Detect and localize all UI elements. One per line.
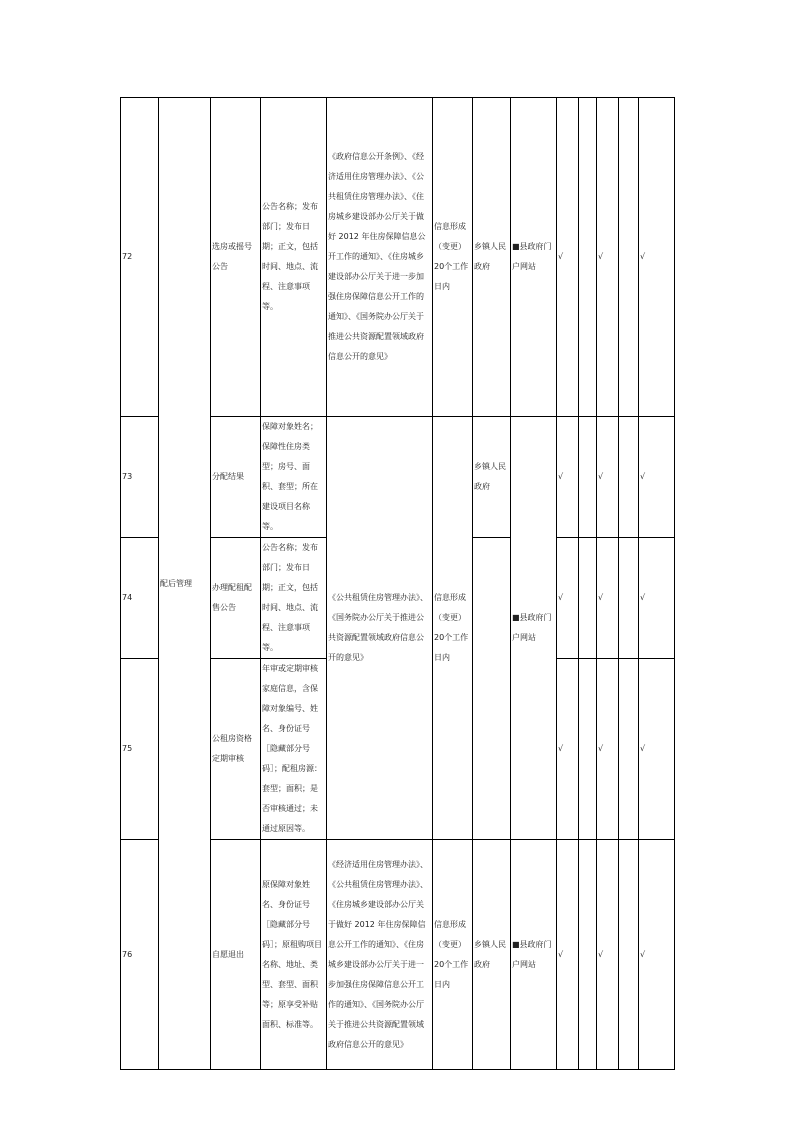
basis-cell: 《经济适用住房管理办法》、《公共租赁住房管理办法》、《住房城乡建设部办公厅关于做好 2012 年住房保障信息公开工作的通知》、《住房城乡建设部办公厅关于进一步加强住房保障信息公开工作的通知》、《国务院办公厅关于推进公共资源配置领域政府信息公开的意见》 [327,840,433,1070]
row-number: 72 [121,98,159,417]
check-mark [619,659,639,840]
item-cell: 自愿退出 [211,840,261,1070]
channel-cell: ■县政府门户网站 [511,98,557,417]
check-mark: √ [639,840,675,1070]
row-number: 76 [121,840,159,1070]
basis-cell: 《政府信息公开条例》、《经济适用住房管理办法》、《公共租赁住房管理办法》、《住房城乡建设部办公厅关于做好 2012 年住房保障信息公开工作的通知》、《住房城乡建设部办公厅关于进一步加强住房保障信息公开工作的通知》、《国务院办公厅关于推进公共资源配置领域政府信息公开的意见》 [327,98,433,417]
check-mark: √ [557,538,579,659]
check-mark: √ [639,538,675,659]
check-mark: √ [639,98,675,417]
check-mark: √ [639,417,675,538]
check-mark: √ [597,659,619,840]
check-mark: √ [557,840,579,1070]
item-cell: 办理配租配售公告 [211,538,261,659]
content-cell: 公告名称；发布部门；发布日期；正文，包括时间、地点、流程、注意事项等。 [261,538,327,659]
check-mark: √ [557,659,579,840]
item-cell: 公租房资格定期审核 [211,659,261,840]
check-mark [579,98,597,417]
check-mark: √ [557,98,579,417]
check-mark [579,538,597,659]
subject-cell-empty [473,538,511,840]
check-mark: √ [597,98,619,417]
time-cell: 信息形成（变更）20个工作日内 [433,840,473,1070]
subject-cell: 乡镇人民政府 [473,840,511,1070]
content-cell: 保障对象姓名；保障性住房类型；房号、面积、套型；所在建设项目名称等。 [261,417,327,538]
content-cell: 公告名称；发布部门；发布日期；正文，包括时间、地点、流程、注意事项等。 [261,98,327,417]
subject-cell: 乡镇人民政府 [473,98,511,417]
check-mark [579,659,597,840]
item-cell: 分配结果 [211,417,261,538]
check-mark: √ [639,659,675,840]
channel-cell: ■县政府门户网站 [511,417,557,840]
row-number: 73 [121,417,159,538]
check-mark [619,840,639,1070]
check-mark: √ [597,840,619,1070]
check-mark: √ [597,538,619,659]
check-mark [619,98,639,417]
row-number: 75 [121,659,159,840]
basis-cell: 《公共租赁住房管理办法》、《国务院办公厅关于推进公共资源配置领域政府信息公开的意见》 [327,417,433,840]
check-mark [579,840,597,1070]
check-mark [619,538,639,659]
time-cell: 信息形成（变更）20个工作日内 [433,98,473,417]
channel-cell: ■县政府门户网站 [511,840,557,1070]
row-number: 74 [121,538,159,659]
disclosure-table [120,97,675,1070]
content-cell: 年审或定期审核家庭信息，含保障对象编号、姓名、身份证号［隐藏部分号码］；配租房源：套型；面积；是否审核通过；未通过原因等。 [261,659,327,840]
check-mark: √ [597,417,619,538]
content-cell: 原保障对象姓名、身份证号［隐藏部分号码］；原租购项目名称、地址、类型、套型、面积等；原享受补贴面积、标准等。 [261,840,327,1070]
check-mark [619,417,639,538]
item-cell: 选房或摇号公告 [211,98,261,417]
subject-cell: 乡镇人民政府 [473,417,511,538]
table-row [121,98,675,417]
time-cell: 信息形成（变更）20个工作日内 [433,417,473,840]
check-mark: √ [557,417,579,538]
category-cell: 配后管理 [159,98,211,1070]
check-mark [579,417,597,538]
